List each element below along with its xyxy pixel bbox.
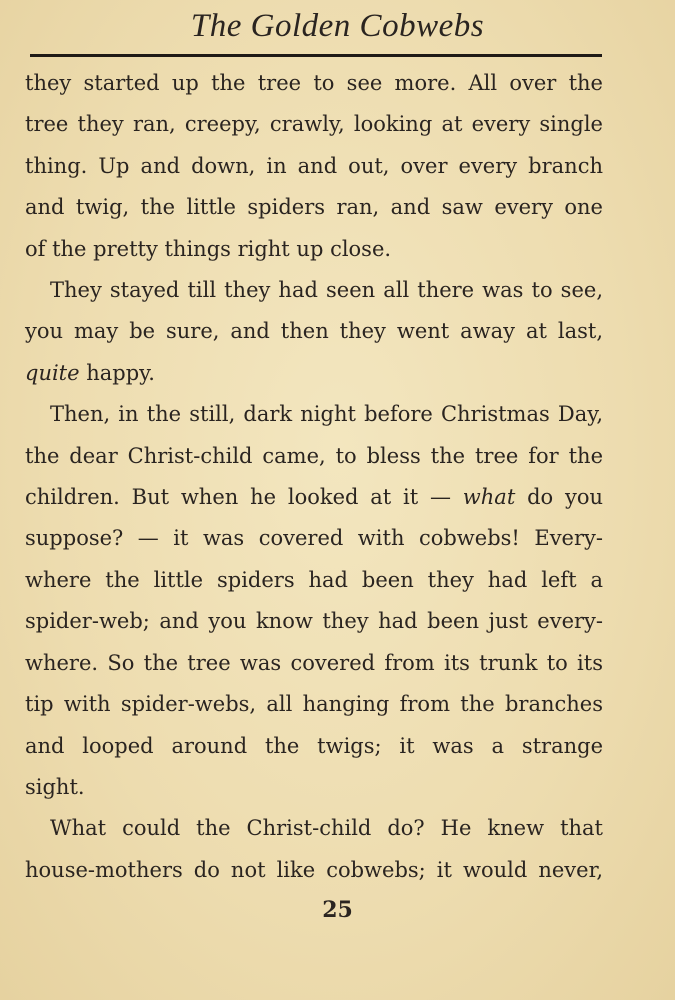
text-line <box>25 477 603 518</box>
text-line: What could the Christ-child do? He knew that <box>50 816 603 841</box>
text-line: they started up the tree to see more. All over the <box>25 71 603 95</box>
header-rule <box>30 54 602 57</box>
text-line: of the pretty things right up close. <box>25 236 392 261</box>
page-number: 25 <box>322 897 353 923</box>
text-line: They stayed till they had seen all there was to see, <box>50 278 603 303</box>
text-line: and twig, the little spiders ran, and saw every one <box>25 195 603 220</box>
text-line: the dear Christ-child came, to bless the tree for the <box>25 443 603 468</box>
text-run: do you <box>515 485 603 510</box>
running-head-title: The Golden Cobwebs <box>190 8 485 44</box>
text-line: sight. <box>25 774 85 799</box>
text-line: spider-web; and you know they had been just every- <box>25 609 603 634</box>
text-run: happy. <box>79 360 155 385</box>
italic-word: what <box>462 485 516 510</box>
text-run: children. But when he looked at it — <box>25 485 463 510</box>
text-line: tree they ran, creepy, crawly, looking at every single <box>25 112 603 137</box>
text-line: suppose? — it was covered with cobwebs! Every- <box>25 526 603 551</box>
paragraph <box>25 63 603 270</box>
text-line: Then, in the still, dark night before Christmas Day, <box>50 402 603 427</box>
text-line: you may be sure, and then they went away at last, <box>25 319 603 344</box>
text-line: where. So the tree was covered from its trunk to its <box>25 650 603 675</box>
text-line: and looped around the twigs; it was a strange <box>25 733 603 758</box>
body-text <box>25 63 603 891</box>
paragraph <box>25 394 603 808</box>
text-line: tip with spider-webs, all hanging from the branches <box>25 692 603 717</box>
paragraph <box>25 808 603 891</box>
paragraph <box>25 270 603 394</box>
italic-word: quite <box>25 360 80 385</box>
text-line <box>25 353 603 394</box>
text-line: where the little spiders had been they had left a <box>25 567 603 592</box>
text-line: thing. Up and down, in and out, over every branch <box>25 153 603 178</box>
text-line: house-mothers do not like cobwebs; it would never, <box>25 857 603 882</box>
